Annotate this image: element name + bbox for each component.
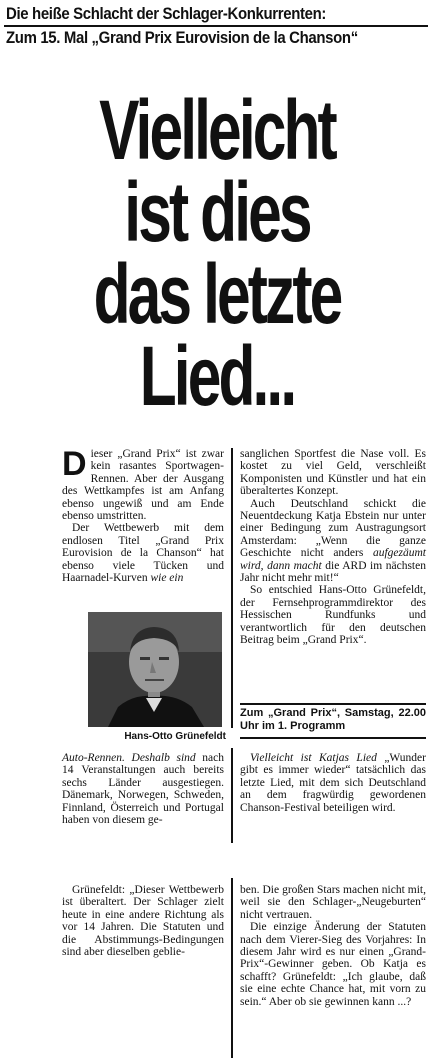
column-divider-bottom — [231, 878, 233, 1058]
paragraph-dropouts — [62, 752, 224, 826]
photo-caption: Hans-Otto Grünefeldt — [124, 731, 226, 742]
article-left-bottom — [62, 884, 224, 958]
headline-line-2: ist dies — [124, 165, 310, 259]
article-left-top — [62, 445, 224, 585]
paragraph-germany — [240, 498, 426, 585]
dropouts-text: nach 14 Veranstaltungen auch bereits sechs Länder ausgestiegen. Dänemark, Norwegen, Schweden, Finnland, Österreich und Portugal haben von diesem ge- — [62, 752, 224, 827]
paragraph-change: Die einzige Änderung der Statuten nach dem Vierer-Sieg des Vorjahres: In diesem Jahr wird es nur einen „Grand-Prix“-Gewinner geben. Ob Katja es schafft? Grünefeldt: „Ich glaube, daß sie eine echte Chance hat, mit vorn zu sein.“ Aber ob sie gewinnen kann ...? — [240, 921, 426, 1008]
germany-italic: aufgezäumt wird, dann macht — [240, 547, 426, 572]
article-left-mid — [62, 752, 224, 826]
article-right-mid — [240, 752, 426, 814]
katja-italic: Vielleicht ist Katjas Lied — [250, 752, 377, 764]
paragraph-title — [62, 522, 224, 584]
article-right-top — [240, 448, 426, 647]
paragraph-quote: Grünefeldt: „Dieser Wettbewerb ist überaltert. Der Schlager zielt heute in eine andere Richtung als vor 14 Jahren. Die Statuten und die Abstimmungs-Bedingungen sind aber dieselben geblie- — [62, 884, 224, 959]
paragraph-costs: sanglichen Sportfest die Nase voll. Es kostet zu viel Geld, verschleißt Komponisten und Künstler und hat ein überaltertes Konzept. — [240, 448, 426, 498]
paragraph-decision: So entschied Hans-Otto Grünefeldt, der Fernsehprogrammdirektor des Hessischen Rundfunks und verantwortlich für den deutschen Beitrag beim „Grand Prix“. — [240, 584, 426, 647]
kicker-line-2: Zum 15. Mal „Grand Prix Eurovision de la Chanson“ — [6, 28, 358, 47]
germany-end: die ARD im nächsten Jahr nicht mehr mit!“ — [240, 559, 426, 585]
headline-line-1: Vielleicht — [99, 83, 335, 177]
column-divider-mid — [231, 748, 233, 843]
title-italic: wie ein — [150, 572, 184, 585]
paragraph-stars: ben. Die großen Stars machen nicht mit, weil sie den Schlager-„Neugeburten“ nicht vertrauen. — [240, 884, 426, 921]
tv-box-rule-bottom — [240, 737, 426, 739]
drop-cap: D — [62, 445, 87, 483]
title-text: Der Wettbewerb mit dem endlosen Titel „Grand Prix Eurovision de la Chanson“ hat ebenso viele Tücken und Haarnadel-Kurven — [62, 522, 224, 585]
portrait-photo — [88, 612, 222, 727]
tv-box-rule-top — [240, 703, 426, 705]
katja-text: „Wunder gibt es immer wieder“ tatsächlich das letzte Lied, mit dem sich Deutschland an dem fragwürdig gewordenen Chanson-Festival beteiligen wird. — [240, 752, 426, 814]
article-right-bottom — [240, 884, 426, 1008]
germany-text: Auch Deutschland schickt die Neuentdeckung Katja Ebstein nur unter einer Bedingung zum Austragungsort Amsterdam: „Wenn die ganze Geschichte nicht anders — [240, 497, 426, 560]
headline-line-3: das letzte — [93, 247, 341, 341]
intro-text: ieser „Grand Prix“ ist zwar kein rasantes Sportwagen-Rennen. Aber der Ausgang des Wettkampfes ist am Anfang ebenso ungewiß und am Ende ebenso umstritten. — [62, 448, 224, 523]
dropouts-italic: Auto-Rennen. Deshalb sind — [62, 752, 196, 764]
headline-line-4: Lied... — [139, 329, 295, 423]
kicker-line-1: Die heiße Schlacht der Schlager-Konkurrenten: — [6, 4, 327, 23]
kicker-divider — [4, 25, 428, 27]
tv-schedule-box: Zum „Grand Prix“, Samstag, 22.00 Uhr im 1. Programm — [240, 707, 426, 732]
paragraph-intro — [62, 445, 224, 523]
paragraph-katja — [240, 752, 426, 814]
column-divider — [231, 448, 233, 728]
portrait-image — [88, 612, 222, 727]
